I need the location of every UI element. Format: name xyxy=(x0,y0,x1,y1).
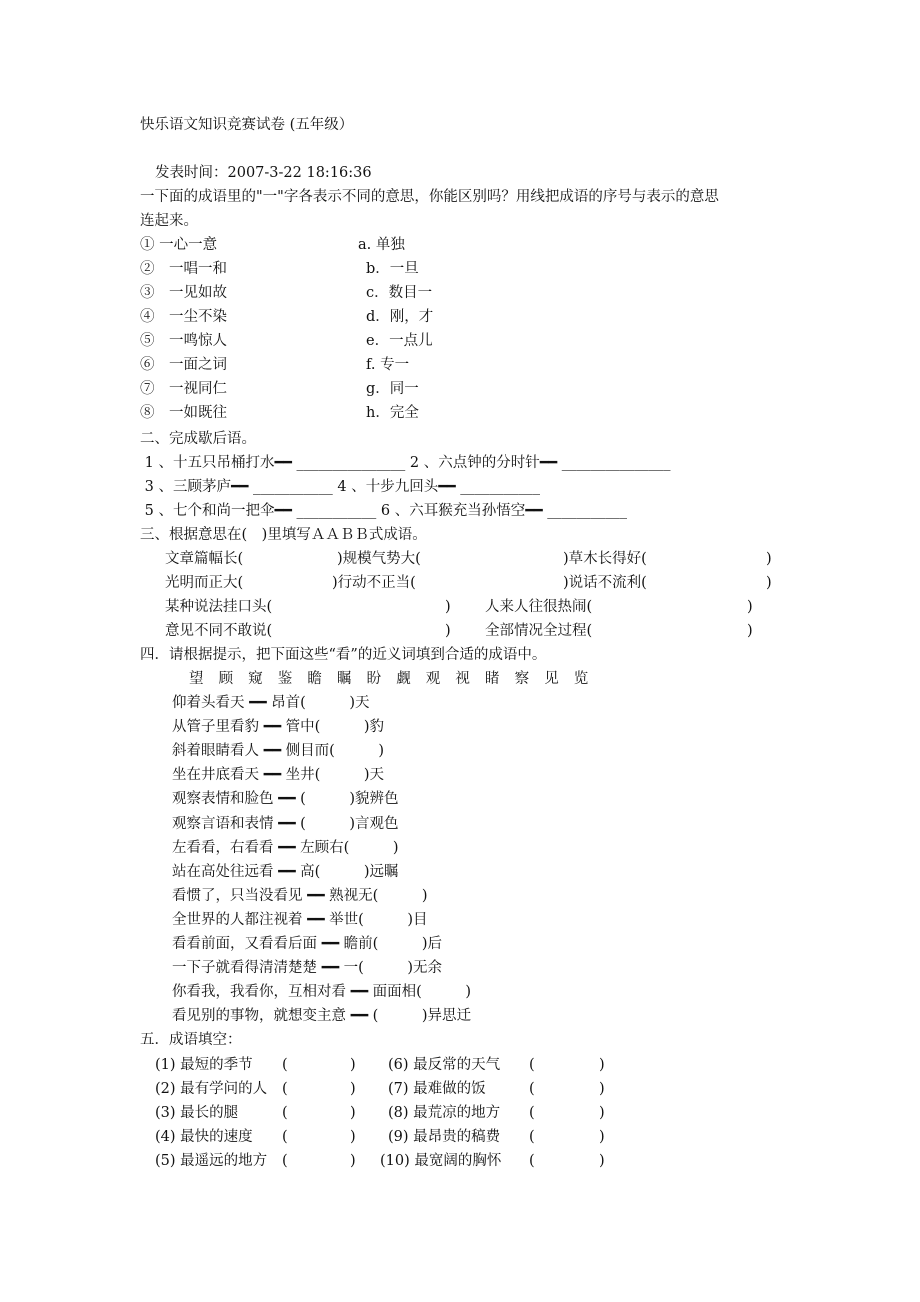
idiom-item: ⑥ 一面之词 xyxy=(140,357,227,373)
fill-item: (3) 最长的腿 xyxy=(155,1105,239,1121)
synonym-item: 站在高处往远看 ━━ 高( )远瞩 xyxy=(172,863,399,880)
meaning-item: c．数目一 xyxy=(366,285,433,301)
xiehouyu-line: 5 、七个和尚一把伞━━ ___________ 6 、六耳猴充当孙悟空━━ ___________ xyxy=(140,503,628,519)
fill-item: (7) 最难做的饭 xyxy=(388,1081,486,1097)
blank-paren: ( xyxy=(282,1081,288,1097)
word-bank-item: 视 xyxy=(455,671,470,687)
blank-paren: ) xyxy=(599,1105,605,1121)
blank-paren: ) xyxy=(599,1081,605,1097)
section-3-heading: 三、根据意思在( )里填写ＡＡＢＢ式成语。 xyxy=(140,527,427,543)
fill-item: (5) 最遥远的地方 xyxy=(155,1153,268,1169)
synonym-item: 左看看，右看看 ━━ 左顾右( ) xyxy=(172,839,399,856)
fill-item: (9) 最昂贵的稿费 xyxy=(388,1129,501,1145)
meaning-item: b．一旦 xyxy=(366,261,419,277)
synonym-item: 观察言语和表情 ━━ ( )言观色 xyxy=(172,815,399,832)
word-bank-item: 瞻 xyxy=(307,671,322,687)
section-1-intro-cont: 连起来。 xyxy=(140,213,198,229)
blank-paren: ) xyxy=(350,1081,356,1097)
word-bank-item: 察 xyxy=(514,671,530,687)
synonym-item: 你看我，我看你，互相对看 ━━ 面面相( ) xyxy=(172,984,471,1001)
aabb-prompt: 文章篇幅长( xyxy=(165,551,244,567)
aabb-prompt: ) xyxy=(445,599,451,615)
blank-paren: ( xyxy=(529,1153,535,1169)
aabb-prompt: ) xyxy=(747,599,753,615)
meaning-item: h．完全 xyxy=(366,405,419,421)
blank-paren: ) xyxy=(350,1129,356,1145)
blank-paren: ( xyxy=(529,1057,535,1073)
word-bank-item: 见 xyxy=(544,671,559,687)
blank-paren: ) xyxy=(599,1057,605,1073)
synonym-item: 看惯了，只当没看见 ━━ 熟视无( ) xyxy=(172,887,428,904)
word-bank-item: 瞩 xyxy=(337,671,352,687)
aabb-prompt: )行动不正当( xyxy=(332,575,416,591)
synonym-item: 斜着眼睛看人 ━━ 侧目而( ) xyxy=(172,743,384,760)
idiom-item: ③ 一见如故 xyxy=(140,285,227,301)
word-bank-item: 觑 xyxy=(396,671,411,687)
idiom-item: ② 一唱一和 xyxy=(140,261,227,277)
blank-paren: ( xyxy=(529,1105,535,1121)
word-bank-item: 睹 xyxy=(485,671,500,687)
blank-paren: ) xyxy=(350,1105,356,1121)
idiom-item: ⑦ 一视同仁 xyxy=(140,381,227,397)
word-bank-item: 览 xyxy=(573,671,589,687)
synonym-item: 看看前面，又看看后面 ━━ 瞻前( )后 xyxy=(172,936,442,952)
blank-paren: ) xyxy=(350,1153,356,1169)
meaning-item: g．同一 xyxy=(366,381,419,397)
fill-item: (8) 最荒凉的地方 xyxy=(388,1105,501,1121)
word-bank-item: 盼 xyxy=(366,671,382,687)
word-bank-item: 顾 xyxy=(218,671,234,687)
fill-item: (10) 最宽阔的胸怀 xyxy=(380,1153,502,1169)
idiom-item: ④ 一尘不染 xyxy=(140,309,227,325)
idiom-item: ⑤ 一鸣惊人 xyxy=(140,333,227,349)
aabb-prompt: ) xyxy=(766,575,772,591)
section-1-intro: 一下面的成语里的"一"字各表示不同的意思，你能区别吗？用线把成语的序号与表示的意思 xyxy=(140,189,719,205)
synonym-item: 一下子就看得清清楚楚 ━━ 一( )无余 xyxy=(172,960,442,977)
blank-paren: ) xyxy=(350,1057,356,1073)
meaning-item: f. 专一 xyxy=(366,357,410,373)
aabb-prompt: )草木长得好( xyxy=(563,551,647,567)
synonym-item: 全世界的人都注视着 ━━ 举世( )目 xyxy=(172,911,428,928)
aabb-prompt: 某种说法挂口头( xyxy=(165,599,273,615)
idiom-item: ① 一心一意 xyxy=(140,237,218,253)
blank-paren: ( xyxy=(282,1057,288,1073)
blank-paren: ( xyxy=(529,1081,535,1097)
synonym-item: 从管子里看豹 ━━ 管中( )豹 xyxy=(172,719,384,736)
fill-item: (2) 最有学问的人 xyxy=(155,1081,268,1097)
blank-paren: ( xyxy=(282,1129,288,1145)
section-2-heading: 二、完成歇后语。 xyxy=(140,431,256,447)
synonym-item: 看见别的事物，就想变主意 ━━ ( )异思迁 xyxy=(172,1008,471,1025)
fill-item: (1) 最短的季节 xyxy=(155,1057,253,1073)
aabb-prompt: ) xyxy=(766,551,772,567)
aabb-prompt: )规模气势大( xyxy=(337,551,421,567)
aabb-prompt: ) xyxy=(445,623,451,639)
word-bank-item: 望 xyxy=(189,671,204,687)
aabb-prompt: 人来人往很热闹( xyxy=(485,599,593,615)
aabb-prompt: 意见不同不敢说( xyxy=(165,623,273,639)
synonym-item: 坐在井底看天 ━━ 坐井( )天 xyxy=(172,767,384,784)
aabb-prompt: )说话不流利( xyxy=(563,575,647,591)
aabb-prompt: 光明而正大( xyxy=(165,575,244,591)
fill-item: (4) 最快的速度 xyxy=(155,1129,253,1145)
xiehouyu-line: 1 、十五只吊桶打水━━ _______________ 2 、六点钟的分时针━━ _______________ xyxy=(140,455,671,471)
aabb-prompt: ) xyxy=(747,623,753,639)
aabb-prompt: 全部情况全过程( xyxy=(485,623,593,639)
meaning-item: d．刚，才 xyxy=(366,309,434,325)
meaning-item: e．一点儿 xyxy=(366,333,433,349)
page-title: 快乐语文知识竞赛试卷 (五年级） xyxy=(140,117,354,133)
fill-item: (6) 最反常的天气 xyxy=(388,1057,501,1073)
blank-paren: ( xyxy=(529,1129,535,1145)
word-bank-item: 观 xyxy=(425,671,441,687)
publish-time: 发表时间：2007-3-22 18:16:36 xyxy=(155,165,372,181)
blank-paren: ) xyxy=(599,1129,605,1145)
word-bank-item: 鉴 xyxy=(277,671,293,687)
section-4-heading: 四．请根据提示，把下面这些“看”的近义词填到合适的成语中。 xyxy=(140,647,547,663)
synonym-item: 观察表情和脸色 ━━ ( )貌辨色 xyxy=(172,791,399,808)
synonym-item: 仰着头看天 ━━ 昂首( )天 xyxy=(172,695,370,711)
meaning-item: a. 单独 xyxy=(358,237,405,253)
section-5-heading: 五．成语填空： xyxy=(140,1032,242,1048)
xiehouyu-line: 3 、三顾茅庐━━ ___________ 4 、十步九回头━━ ___________ xyxy=(140,479,541,495)
blank-paren: ( xyxy=(282,1105,288,1121)
idiom-item: ⑧ 一如既往 xyxy=(140,405,227,421)
word-bank-item: 窥 xyxy=(248,671,263,687)
blank-paren: ( xyxy=(282,1153,288,1169)
blank-paren: ) xyxy=(599,1153,605,1169)
